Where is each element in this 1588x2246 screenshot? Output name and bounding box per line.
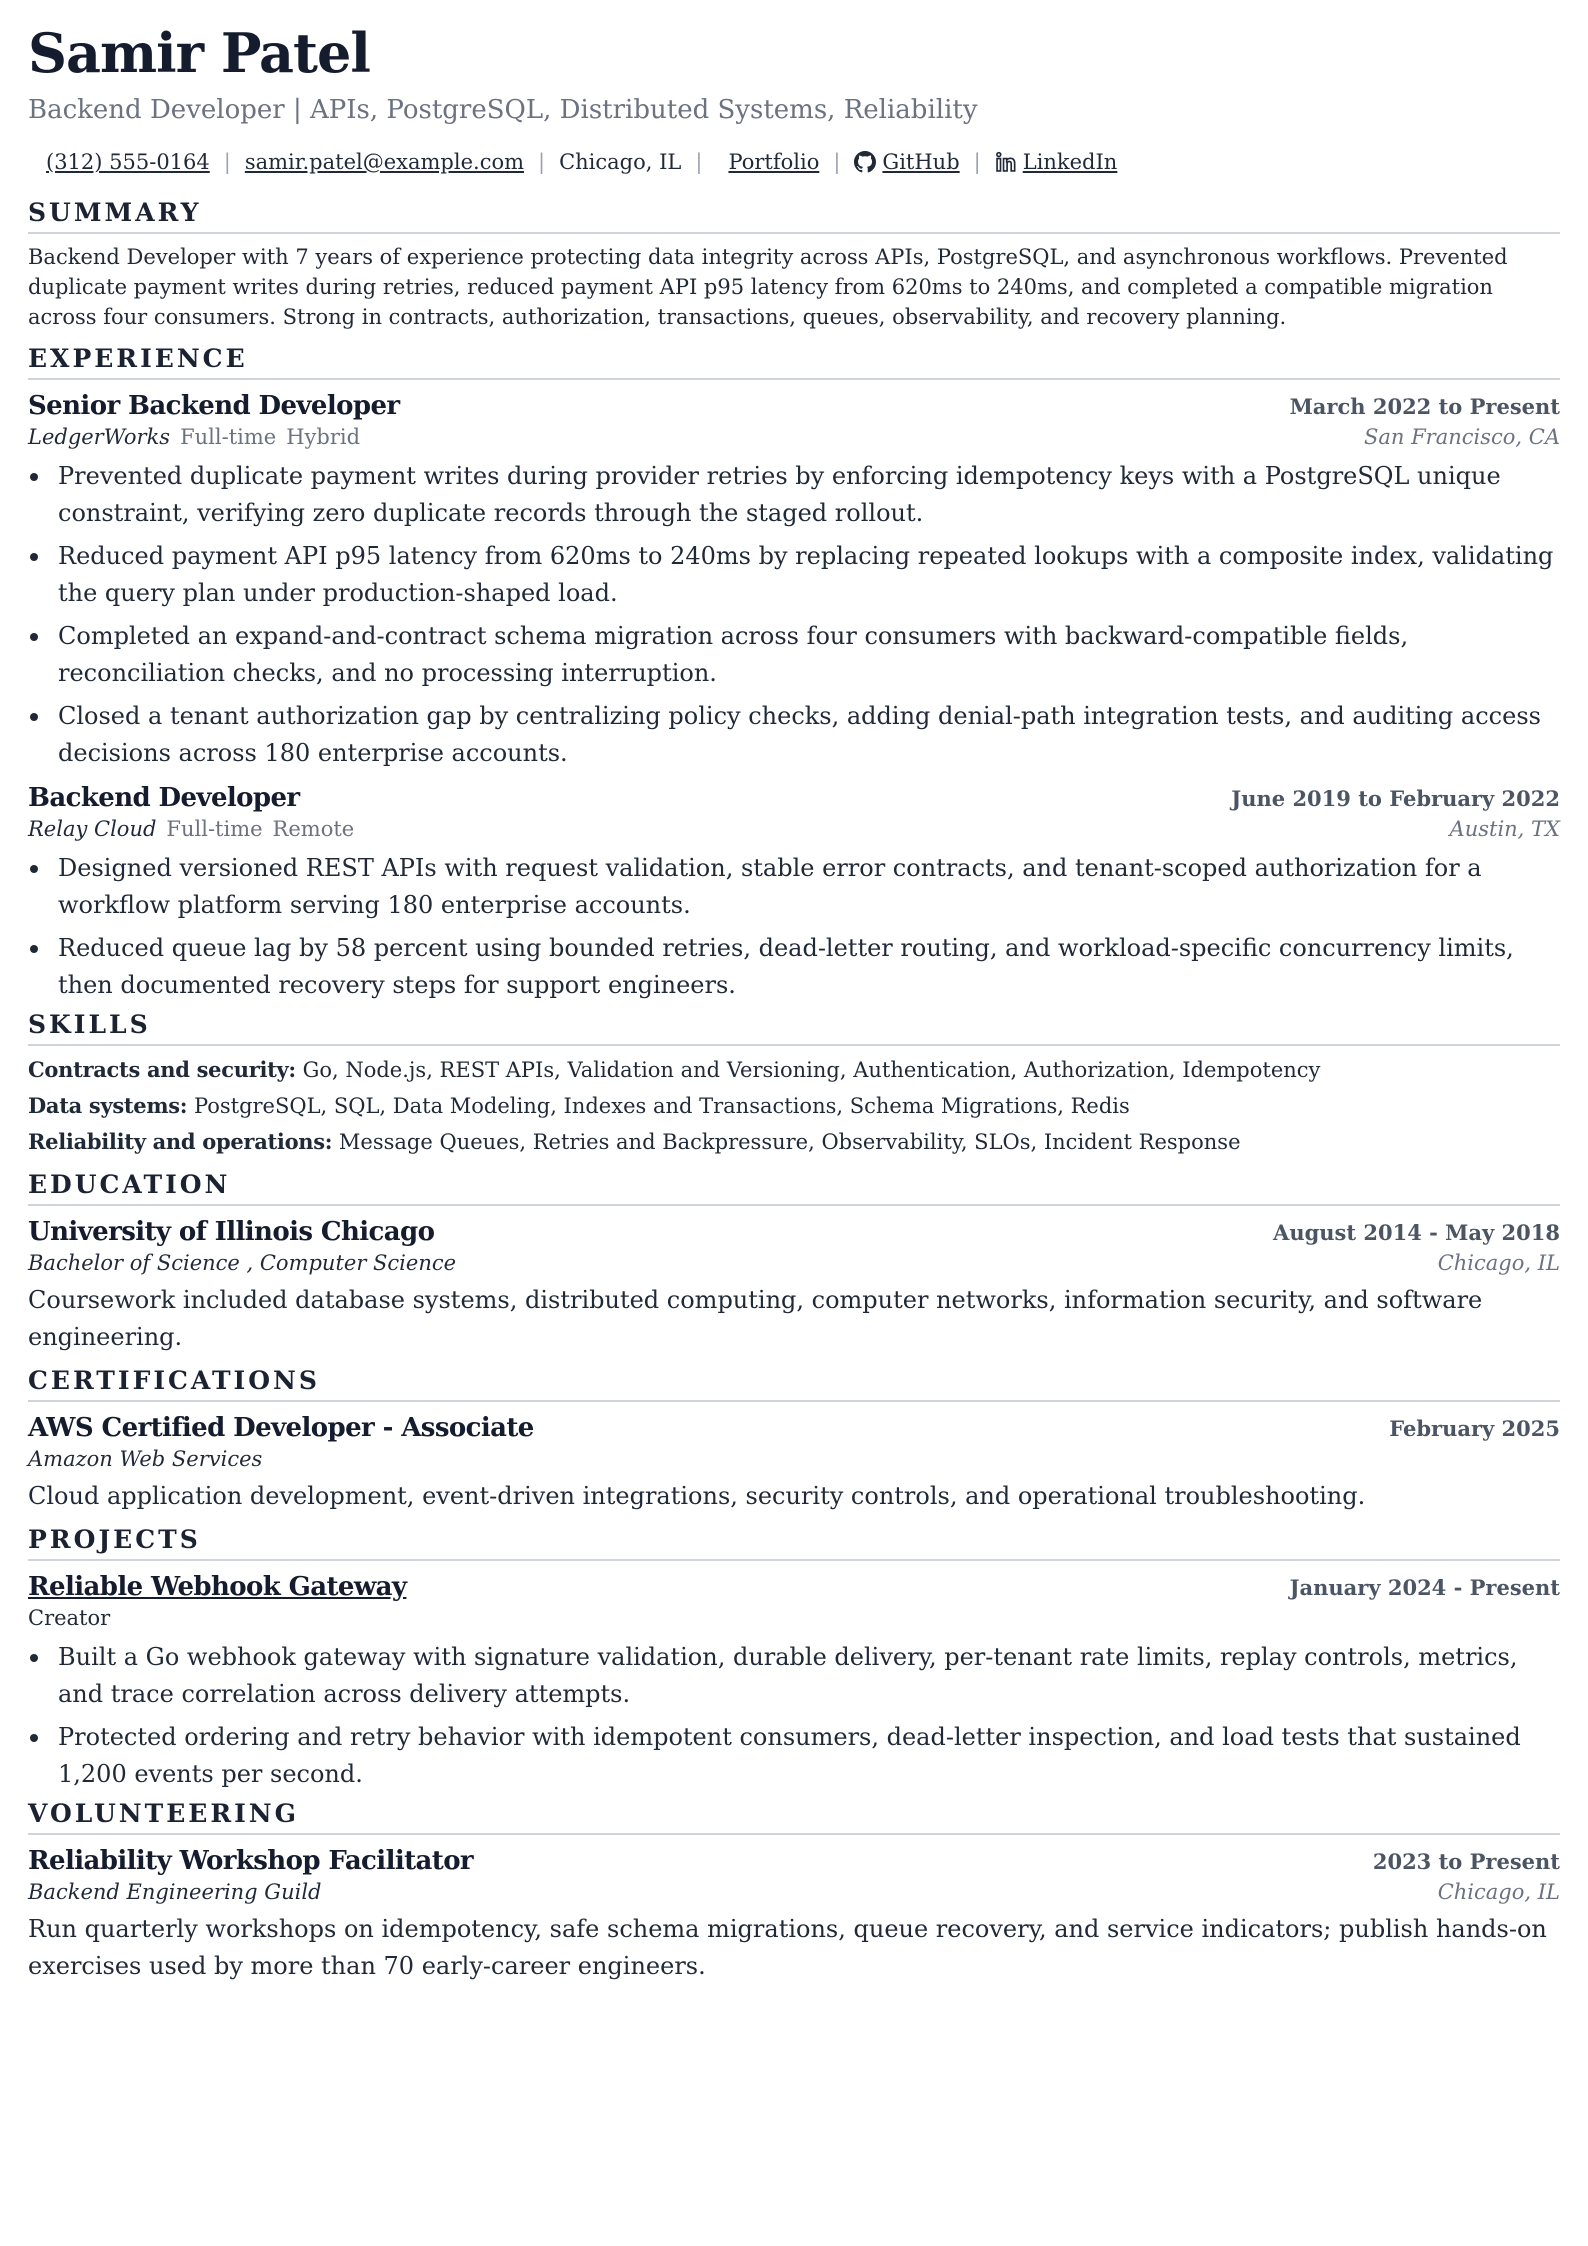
email-link[interactable]: samir.patel@example.com xyxy=(244,150,525,174)
degree-text: Bachelor of Science , Computer Science xyxy=(28,1251,457,1275)
school-name: University of Illinois Chicago xyxy=(28,1217,435,1247)
candidate-headline: Backend Developer | APIs, PostgreSQL, Distributed Systems, Reliability xyxy=(28,95,978,125)
job-title: Backend Developer xyxy=(28,783,300,813)
employment-type: Full-time xyxy=(180,425,277,449)
certification-name: AWS Certified Developer - Associate xyxy=(28,1413,534,1443)
skill-group xyxy=(28,1124,1560,1160)
bullet-item: Reduced payment API p95 latency from 620ms to 240ms by replacing repeated lookups with a composite index, validating the query plan under production-shaped load. xyxy=(28,538,1560,612)
linkedin-icon xyxy=(995,151,1017,173)
bullet-item: Closed a tenant authorization gap by centralizing policy checks, adding denial-path integration tests, and auditing access decisions across 180 enterprise accounts. xyxy=(28,698,1560,772)
github-icon xyxy=(854,151,876,173)
summary-section xyxy=(28,198,1560,332)
section-title-skills: SKILLS xyxy=(28,1010,1560,1046)
skill-group xyxy=(28,1088,1560,1124)
volunteer-org: Backend Engineering Guild xyxy=(28,1880,322,1904)
volunteer-location: Chicago, IL xyxy=(1437,1880,1560,1904)
education-dates: August 2014 - May 2018 xyxy=(1273,1220,1560,1245)
candidate-name: Samir Patel xyxy=(28,21,370,85)
skill-group-items: Message Queues, Retries and Backpressure, Observability, SLOs, Incident Response xyxy=(338,1130,1241,1154)
certification-description: Cloud application development, event-driven integrations, security controls, and operational troubleshooting. xyxy=(28,1482,1366,1510)
education-location: Chicago, IL xyxy=(1437,1251,1560,1275)
employment-type: Full-time xyxy=(166,817,263,841)
company-name: LedgerWorks xyxy=(28,425,171,449)
section-title-certifications: CERTIFICATIONS xyxy=(28,1366,1560,1402)
skill-group-items: Go, Node.js, REST APIs, Validation and Versioning, Authentication, Authorization, Idempotency xyxy=(302,1058,1321,1082)
github-contact[interactable] xyxy=(854,148,959,176)
skill-group-items: PostgreSQL, SQL, Data Modeling, Indexes and Transactions, Schema Migrations, Redis xyxy=(193,1094,1130,1118)
contact-bar xyxy=(28,148,1560,176)
job-dates: June 2019 to February 2022 xyxy=(1231,786,1560,811)
summary-text: Backend Developer with 7 years of experience protecting data integrity across APIs, PostgreSQL, and asynchronous workflows. Prevented duplicate payment writes during retries, reduced payment API p95 latency from 620ms to 240ms, and completed a compatible migration across four consumers. Strong in contracts, authorization, transactions, queues, observability, and recovery planning. xyxy=(28,245,1508,329)
education-description: Coursework included database systems, distributed computing, computer networks, information security, and software engineering. xyxy=(28,1286,1483,1351)
skills-section xyxy=(28,1010,1560,1160)
bullet-item: Designed versioned REST APIs with request validation, stable error contracts, and tenant-scoped authorization for a workflow platform serving 180 enterprise accounts. xyxy=(28,850,1560,924)
project-name-link[interactable]: Reliable Webhook Gateway xyxy=(28,1572,407,1602)
job-entry xyxy=(28,390,1560,772)
bullet-item: Built a Go webhook gateway with signature validation, durable delivery, per-tenant rate limits, replay controls, metrics, and trace correlation across delivery attempts. xyxy=(28,1639,1560,1713)
location-text: Chicago, IL xyxy=(559,150,682,174)
bullet-item: Protected ordering and retry behavior with idempotent consumers, dead-letter inspection, and load tests that sustained 1,200 events per second. xyxy=(28,1719,1560,1793)
project-dates: January 2024 - Present xyxy=(1289,1575,1560,1600)
section-title-volunteering: VOLUNTEERING xyxy=(28,1799,1560,1835)
section-title-education: EDUCATION xyxy=(28,1170,1560,1206)
linkedin-link[interactable]: LinkedIn xyxy=(1022,150,1118,174)
bullet-item: Prevented duplicate payment writes during provider retries by enforcing idempotency keys with a PostgreSQL unique constraint, verifying zero duplicate records through the staged rollout. xyxy=(28,458,1560,532)
skill-group-label: Data systems: xyxy=(28,1093,188,1118)
projects-section xyxy=(28,1525,1560,1793)
portfolio-link[interactable]: Portfolio xyxy=(728,150,820,174)
volunteering-section xyxy=(28,1799,1560,1985)
certifications-section xyxy=(28,1366,1560,1515)
resume-header xyxy=(28,22,1560,176)
volunteer-dates: 2023 to Present xyxy=(1372,1849,1560,1874)
volunteer-description: Run quarterly workshops on idempotency, safe schema migrations, queue recovery, and service indicators; publish hands-on exercises used by more than 70 early-career engineers. xyxy=(28,1915,1547,1980)
education-section xyxy=(28,1170,1560,1356)
skill-group-label: Reliability and operations: xyxy=(28,1129,333,1154)
company-name: Relay Cloud xyxy=(28,817,157,841)
bullet-item: Completed an expand-and-contract schema migration across four consumers with backward-compatible fields, reconciliation checks, and no processing interruption. xyxy=(28,618,1560,692)
certification-issuer: Amazon Web Services xyxy=(28,1447,263,1471)
job-entry xyxy=(28,782,1560,1004)
github-link[interactable]: GitHub xyxy=(882,150,960,174)
section-title-experience: EXPERIENCE xyxy=(28,344,1560,380)
volunteer-role: Reliability Workshop Facilitator xyxy=(28,1846,474,1876)
skill-group-label: Contracts and security: xyxy=(28,1057,296,1082)
linkedin-contact[interactable] xyxy=(995,148,1118,176)
divider: | xyxy=(538,150,546,174)
bullet-item: Reduced queue lag by 58 percent using bounded retries, dead-letter routing, and workload-specific concurrency limits, then documented recovery steps for support engineers. xyxy=(28,930,1560,1004)
phone-link[interactable]: (312) 555-0164 xyxy=(46,150,210,174)
job-location: Austin, TX xyxy=(1449,817,1560,841)
divider: | xyxy=(223,150,231,174)
job-bullets xyxy=(28,850,1560,1004)
divider: | xyxy=(973,150,981,174)
divider: | xyxy=(833,150,841,174)
section-title-summary: SUMMARY xyxy=(28,198,1560,234)
section-title-projects: PROJECTS xyxy=(28,1525,1560,1561)
work-mode: Hybrid xyxy=(286,425,361,449)
job-title: Senior Backend Developer xyxy=(28,391,400,421)
certification-date: February 2025 xyxy=(1389,1416,1560,1441)
skill-group xyxy=(28,1052,1560,1088)
job-dates: March 2022 to Present xyxy=(1289,394,1560,419)
job-location: San Francisco, CA xyxy=(1363,425,1560,449)
project-bullets xyxy=(28,1639,1560,1793)
experience-section xyxy=(28,344,1560,1004)
work-mode: Remote xyxy=(272,817,355,841)
divider: | xyxy=(695,150,703,174)
project-role: Creator xyxy=(28,1606,111,1630)
job-bullets xyxy=(28,458,1560,772)
